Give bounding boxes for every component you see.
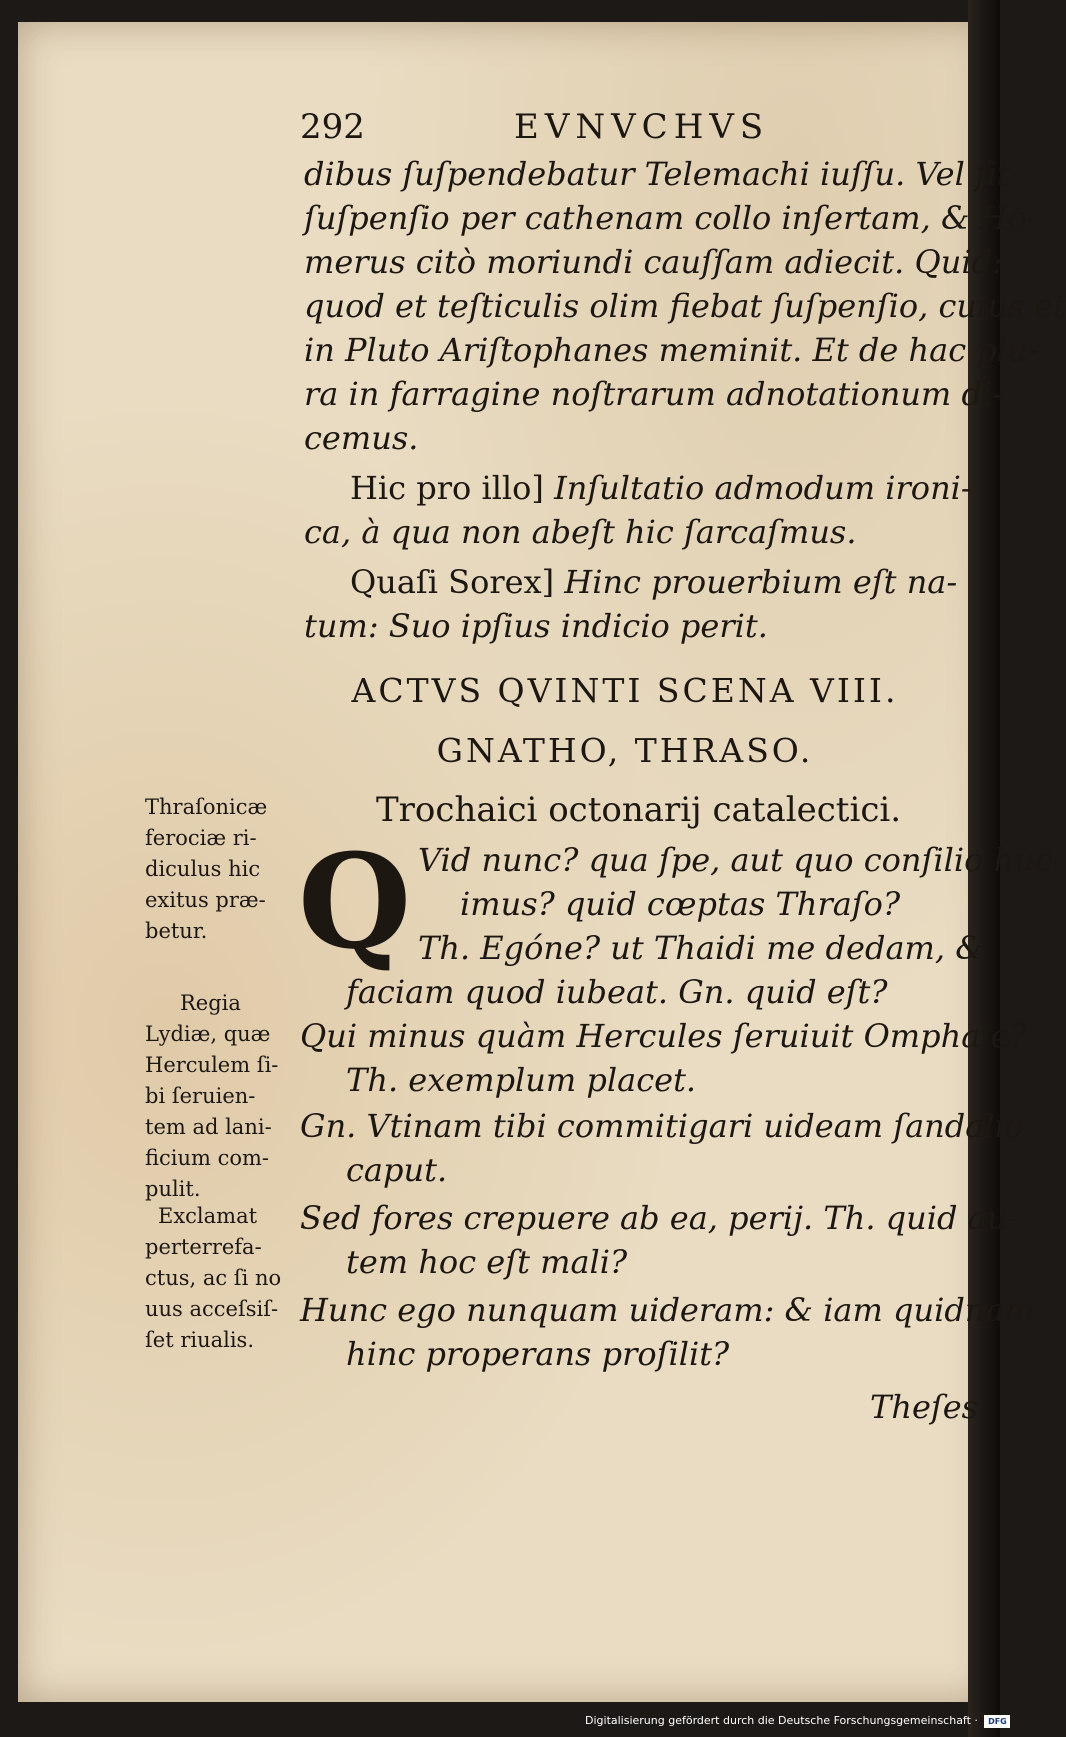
marginal-note-line: perterrefa- [145,1235,262,1259]
page-number: 292 [300,107,365,147]
body-line: quod et teſticulis olim fiebat ſuſpenſio, cuius et [304,287,1066,325]
meter-heading: Trochaici octonarij catalectici. [376,790,902,830]
body-line: in Pluto Ariſtophanes meminit. Et de hac plu- [304,331,1039,369]
scene-persons: GNATHO, THRASO. [436,731,814,770]
running-head: EVNVCHVS [514,107,770,147]
body-line: cemus. [304,419,419,457]
verse-line: Hunc ego nunquam uideram: & iam quidnam [300,1291,1035,1329]
verse-line: caput. [346,1151,448,1189]
act-heading: ACTVS QVINTI SCENA VIII. [351,671,899,710]
marginal-note-line: bi ſeruien- [145,1084,256,1108]
lemma-continuation: tum: Suo ipſius indicio perit. [304,607,768,645]
lemma: Quaſi Sorex] [350,563,555,601]
digitization-footer [585,1712,1007,1730]
marginal-note-line: pulit. [145,1177,201,1201]
body-line: ſuſpenſio per cathenam collo inſertam, & Ho- [304,199,1038,237]
marginal-note-line: exitus præ- [145,888,266,912]
marginal-note-line: Regia [180,991,241,1015]
body-line: merus citò moriundi cauſſam adiecit. Quid: [304,243,1003,281]
drop-cap: Q [298,825,412,978]
dfg-logo-icon: DFG [984,1715,1010,1728]
catchword: Theſes [870,1388,979,1426]
marginal-note-line: ctus, ac ſi no [145,1266,282,1290]
marginal-note-line: diculus hic [145,857,261,881]
verse-line: hinc properans proſilit? [346,1335,730,1373]
body-line: dibus ſuſpendebatur Telemachi iuſſu. Vel ſit [304,155,1010,193]
marginal-note-line: Lydiæ, quæ [145,1022,271,1046]
marginal-note-line: ſet riualis. [145,1328,254,1352]
page-header [300,104,976,150]
lemma-entry [350,466,972,510]
marginal-note-line: Exclamat [158,1204,258,1228]
marginal-note-line: tem ad lani- [145,1115,272,1139]
verse-line: tem hoc eſt mali? [346,1243,628,1281]
lemma-gloss: Hinc prouerbium eſt na- [564,563,958,601]
marginal-note-line: Herculem ſi- [145,1053,279,1077]
marginal-note-line: betur. [145,919,208,943]
verse-line: Sed fores crepuere ab ea, perij. Th. quid au- [300,1199,1019,1237]
marginal-note-line: Thraſonicæ [145,795,268,819]
verse-line: Th. Egóne? ut Thaidi me dedam, & [418,929,984,967]
verse-line: Qui minus quàm Hercules ſeruiuit Omphale? [300,1017,1027,1055]
footer-text: Digitalisierung gefördert durch die Deutsche Forschungsgemeinschaft · [585,1714,978,1727]
lemma: Hic pro illo] [350,469,544,507]
marginal-note-line: ficium com- [145,1146,270,1170]
lemma-continuation: ca, à qua non abeſt hic ſarcaſmus. [304,513,857,551]
body-line: ra in farragine noſtrarum adnotationum di- [304,375,1003,413]
verse-line: faciam quod iubeat. Gn. quid eſt? [346,973,888,1011]
verse-line: Th. exemplum placet. [346,1061,697,1099]
verse-line: imus? quid cœptas Thraſo? [460,885,901,923]
lemma-gloss: Inſultatio admodum ironi- [554,469,972,507]
marginal-note-line: uus acceſsiſ- [145,1297,279,1321]
lemma-entry [350,560,957,604]
marginal-note-line: ferociæ ri- [145,826,257,850]
verse-line: Gn. Vtinam tibi commitigari uideam ſandalio [300,1107,1025,1145]
verse-line: Vid nunc? qua ſpe, aut quo conſilio huc [418,841,1053,879]
